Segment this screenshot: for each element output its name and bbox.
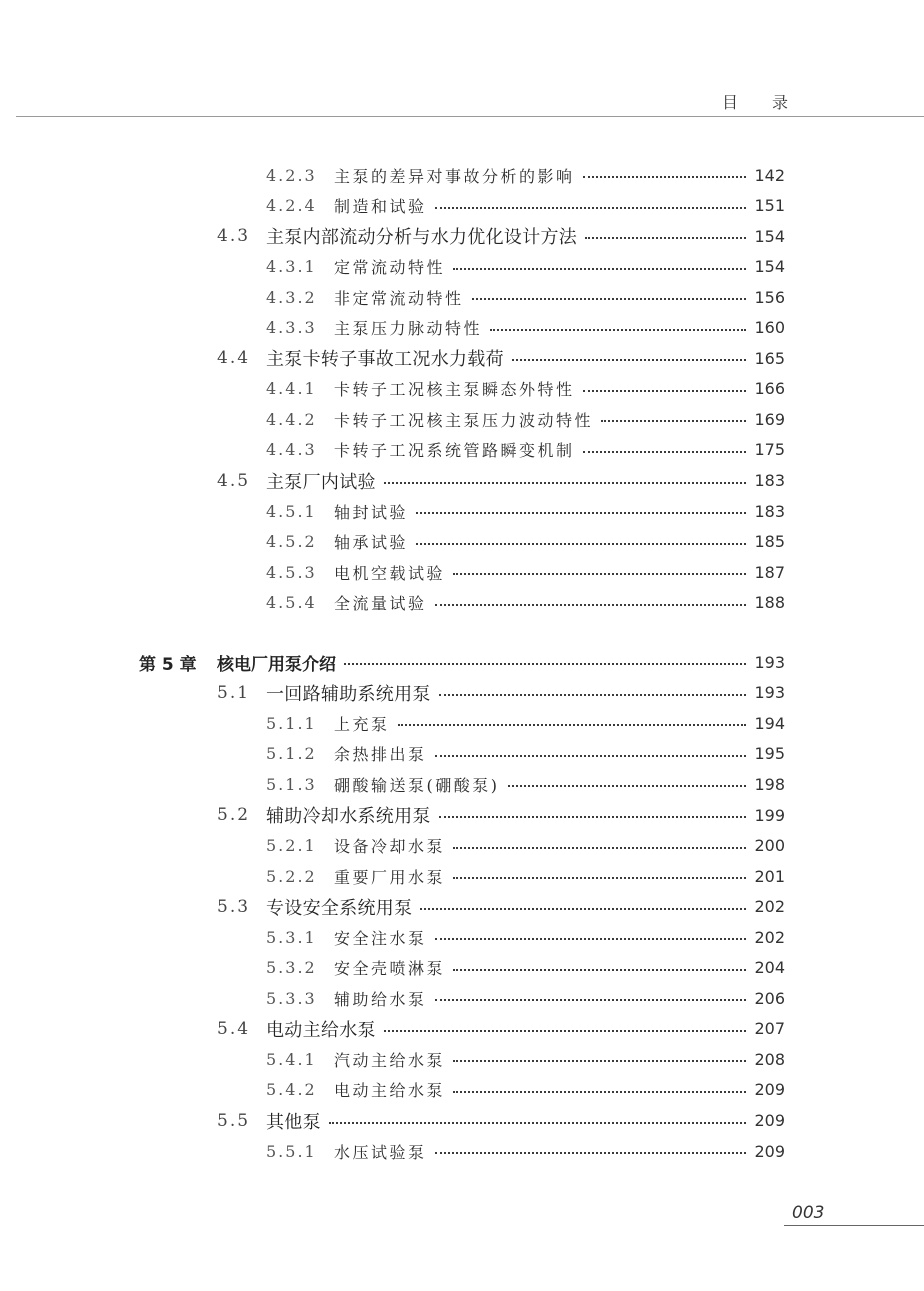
toc-entry-title: 安全壳喷淋泵	[334, 959, 446, 979]
toc-entry-title: 上充泵	[334, 714, 390, 734]
dot-leader	[435, 754, 746, 757]
dot-leader	[512, 358, 746, 361]
toc-entry	[0, 892, 924, 922]
dot-leader	[439, 815, 746, 818]
dot-leader	[398, 723, 746, 726]
toc-entry-title: 轴封试验	[334, 502, 409, 522]
dot-leader	[508, 784, 746, 787]
toc-entry	[0, 1044, 924, 1074]
dot-leader	[435, 1151, 746, 1154]
toc-entry	[0, 160, 924, 190]
dot-leader	[344, 662, 746, 665]
toc-entry-page: 165	[754, 348, 785, 368]
toc-entry-title: 定常流动特性	[334, 258, 446, 278]
toc-entry-title: 一回路辅助系统用泵	[266, 683, 431, 705]
toc-entry	[0, 708, 924, 738]
toc-entry-title: 其他泵	[266, 1111, 321, 1133]
dot-leader	[435, 206, 746, 209]
toc-entry-number: 5.2	[217, 805, 251, 825]
dot-leader	[435, 603, 746, 606]
toc-entry	[0, 282, 924, 312]
toc-entry-page: 193	[754, 683, 785, 703]
dot-leader	[453, 1090, 746, 1093]
toc-entry-number: 5.2.2	[266, 866, 317, 886]
toc-entry-page: 154	[754, 257, 785, 277]
dot-leader	[583, 175, 746, 178]
toc-entry-title: 卡转子工况核主泵瞬态外特性	[334, 380, 575, 400]
toc-entry-number: 5.4	[217, 1018, 251, 1039]
toc-entry	[0, 831, 924, 861]
toc-entry-number: 4.5	[217, 470, 251, 491]
toc-entry-title: 电动主给水泵	[334, 1081, 446, 1101]
toc-entry-page: 154	[754, 226, 785, 246]
toc-entry-page: 209	[754, 1080, 785, 1100]
toc-entry-page: 188	[754, 593, 785, 613]
toc-entry	[0, 313, 924, 343]
footer-divider	[784, 1225, 924, 1226]
dot-leader	[384, 1029, 746, 1032]
toc-entry	[0, 191, 924, 221]
toc-entry-number: 4.5.2	[266, 532, 317, 552]
toc-entry-page: 193	[754, 652, 785, 672]
toc-entry	[0, 527, 924, 557]
toc-entry	[0, 1014, 924, 1044]
dot-leader	[329, 1121, 746, 1124]
dot-leader	[420, 907, 746, 910]
toc-entry	[0, 678, 924, 708]
toc-entry-title: 全流量试验	[334, 594, 427, 614]
dot-leader	[384, 481, 746, 484]
toc-entry-page: 202	[754, 927, 785, 947]
toc-entry-title: 主泵内部流动分析与水力优化设计方法	[266, 227, 578, 249]
toc-entry-number: 5.1.2	[266, 744, 317, 764]
toc-entry-page: 201	[754, 866, 785, 886]
toc-entry-number: 5.5	[217, 1110, 251, 1131]
dot-leader	[453, 968, 746, 971]
toc-entry-number: 4.2.3	[266, 165, 317, 185]
toc-entry	[0, 466, 924, 496]
toc-entry	[0, 221, 924, 251]
toc-entry-page: 175	[754, 440, 785, 460]
toc-entry-title: 主泵的差异对事故分析的影响	[334, 166, 575, 186]
toc-entry-title: 辅助冷却水系统用泵	[266, 806, 431, 827]
toc-entry	[0, 374, 924, 404]
toc-entry-title: 设备冷却水泵	[334, 837, 446, 857]
header-divider	[16, 116, 924, 117]
toc-entry	[0, 647, 924, 677]
page-number: 003	[792, 1203, 825, 1223]
toc-entry	[0, 1136, 924, 1166]
toc-entry-page: 151	[754, 196, 785, 216]
dot-leader	[416, 542, 746, 545]
toc-entry	[0, 252, 924, 282]
toc-entry-title: 安全注水泵	[334, 928, 427, 948]
toc-entry-page: 194	[754, 713, 785, 733]
toc-entry-page: 187	[754, 562, 785, 582]
toc-entry	[0, 800, 924, 830]
dot-leader	[416, 511, 746, 514]
toc-entry	[0, 1075, 924, 1105]
dot-leader	[453, 1059, 746, 1062]
toc-entry-number: 4.4	[217, 348, 251, 369]
toc-entry	[0, 769, 924, 799]
toc-entry-number: 5.5.1	[266, 1141, 317, 1161]
toc-entry-page: 206	[754, 988, 785, 1008]
toc-entry-page: 204	[754, 958, 785, 978]
running-header-title: 目录	[722, 93, 823, 112]
toc-entry-number: 5.2.1	[266, 836, 317, 856]
dot-leader	[435, 937, 746, 940]
toc-entry-number: 5.1.1	[266, 713, 317, 733]
toc-entry	[0, 435, 924, 465]
toc-entry-number: 4.4.1	[266, 379, 317, 399]
toc-entry	[0, 588, 924, 618]
dot-leader	[583, 389, 746, 392]
dot-leader	[439, 693, 746, 696]
toc-entry-number: 4.3.1	[266, 257, 317, 277]
toc-entry-number: 5.4.2	[266, 1080, 317, 1100]
toc-entry-number: 4.3	[217, 226, 251, 247]
toc-entry-title: 重要厂用水泵	[334, 867, 446, 887]
toc-entry-page: 156	[754, 287, 785, 307]
toc-entry-number: 5.3	[217, 896, 251, 917]
dot-leader	[453, 267, 746, 270]
toc-entry-page: 209	[754, 1141, 785, 1161]
toc-entry-title: 电机空载试验	[334, 563, 446, 583]
toc-entry	[0, 739, 924, 769]
toc-entry-page: 183	[754, 471, 785, 490]
dot-leader	[601, 419, 746, 422]
toc-entry-title: 卡转子工况核主泵压力波动特性	[334, 410, 594, 430]
toc-entry-title: 制造和试验	[334, 197, 427, 217]
dot-leader	[435, 998, 746, 1001]
toc-entry-number: 5.3.1	[266, 927, 317, 947]
toc-entry	[0, 1106, 924, 1136]
toc-entry-page: 160	[754, 318, 785, 338]
toc-entry-number: 4.2.4	[266, 196, 317, 216]
toc-entry-title: 余热排出泵	[334, 745, 427, 765]
toc-entry-page: 198	[754, 774, 785, 794]
toc-entry-page: 142	[754, 165, 785, 185]
toc-entry-number: 4.5.1	[266, 501, 317, 521]
toc-entry-number: 4.4.3	[266, 440, 317, 460]
toc-entry-number: 4.3.3	[266, 318, 317, 338]
toc-entry	[0, 861, 924, 891]
toc-entry-page: 207	[754, 1019, 785, 1039]
toc-entry-title: 电动主给水泵	[266, 1019, 376, 1041]
toc-entry-number: 5.1.3	[266, 774, 317, 794]
toc-entry-number: 4.4.2	[266, 409, 317, 429]
toc-entry-page: 183	[754, 501, 785, 521]
dot-leader	[472, 297, 746, 300]
toc-entry-page: 195	[754, 744, 785, 764]
toc-entry-title: 硼酸输送泵(硼酸泵)	[334, 775, 500, 795]
toc-entry	[0, 343, 924, 373]
dot-leader	[585, 236, 746, 239]
dot-leader	[453, 846, 746, 849]
toc-entry-page: 166	[754, 379, 785, 399]
toc-entry-title: 汽动主给水泵	[334, 1050, 446, 1070]
toc-entry-number: 4.5.4	[266, 593, 317, 613]
toc-entry-title: 水压试验泵	[334, 1142, 427, 1162]
toc-entry	[0, 404, 924, 434]
toc-entry-number: 5.3.2	[266, 958, 317, 978]
toc-entry-title: 主泵压力脉动特性	[334, 319, 483, 339]
toc-entry-title: 卡转子工况系统管路瞬变机制	[334, 441, 575, 461]
toc-entry-number: 4.5.3	[266, 562, 317, 582]
toc-entry-page: 169	[754, 409, 785, 429]
toc-entry-title: 主泵卡转子事故工况水力载荷	[266, 349, 504, 371]
toc-entry-title: 辅助给水泵	[334, 989, 427, 1009]
toc-entry	[0, 557, 924, 587]
toc-entry-page: 202	[754, 897, 785, 917]
toc-entry-page: 209	[754, 1111, 785, 1130]
toc-entry-page: 208	[754, 1049, 785, 1069]
toc-entry	[0, 953, 924, 983]
dot-leader	[583, 450, 746, 453]
toc-entry-title: 轴承试验	[334, 533, 409, 553]
dot-leader	[490, 328, 746, 331]
toc-entry-number: 4.3.2	[266, 287, 317, 307]
toc-entry-number: 5.4.1	[266, 1049, 317, 1069]
dot-leader	[453, 876, 746, 879]
toc-entry-page: 185	[754, 532, 785, 552]
toc-entry-page: 199	[754, 805, 785, 825]
toc-entry-title: 主泵厂内试验	[266, 471, 376, 493]
toc-entry	[0, 496, 924, 526]
dot-leader	[453, 572, 746, 575]
toc-entry-page: 200	[754, 836, 785, 856]
toc-entry-number: 5.1	[217, 682, 251, 703]
toc-entry-number: 5.3.3	[266, 988, 317, 1008]
toc-entry	[0, 922, 924, 952]
toc-entry	[0, 983, 924, 1013]
toc-entry-title: 专设安全系统用泵	[266, 897, 413, 919]
toc-entry-title: 非定常流动特性	[334, 288, 464, 308]
toc-entry-title: 核电厂用泵介绍	[217, 654, 336, 675]
toc-entry-number: 第 5 章	[139, 654, 197, 675]
